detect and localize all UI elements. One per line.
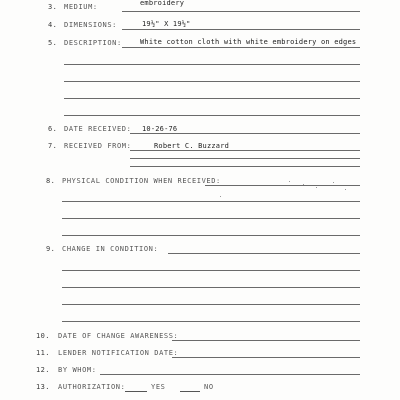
scan-speck <box>303 184 304 185</box>
change-in-condition-line-2 <box>62 270 360 271</box>
received-from-value: Robert C. Buzzard <box>154 142 230 150</box>
received-from-line-1 <box>130 150 360 151</box>
by-whom-label: BY WHOM: <box>58 366 97 374</box>
description-line-3 <box>64 81 360 82</box>
description-line-1 <box>122 47 360 48</box>
change-in-condition-line-4 <box>62 304 360 305</box>
yes-label: YES <box>151 383 166 391</box>
no-blank <box>180 391 200 392</box>
item-10-number: 10. <box>36 332 50 340</box>
change-in-condition-label: CHANGE IN CONDITION: <box>62 245 159 253</box>
date-of-change-awareness-label: DATE OF CHANGE AWARENESS: <box>58 332 179 340</box>
physical-condition-line-4 <box>62 235 360 236</box>
scan-speck <box>345 189 346 190</box>
scan-speck <box>220 196 221 197</box>
item-11-number: 11. <box>36 349 50 357</box>
date-received-label: DATE RECEIVED: <box>64 125 132 133</box>
description-line-4 <box>64 98 360 99</box>
change-in-condition-line-5 <box>62 321 360 322</box>
item-3-number: 3. <box>48 3 58 11</box>
medium-line <box>122 11 360 12</box>
item-13-number: 13. <box>36 383 50 391</box>
date-received-line <box>130 133 360 134</box>
date-of-change-awareness-line <box>172 340 360 341</box>
scan-speck <box>333 182 334 183</box>
lender-notification-date-line <box>172 357 360 358</box>
physical-condition-label: PHYSICAL CONDITION WHEN RECEIVED: <box>62 177 221 185</box>
item-7-number: 7. <box>48 142 58 150</box>
date-received-value: 10-26-76 <box>142 125 178 133</box>
medium-value: embroidery <box>140 0 185 7</box>
physical-condition-line-2 <box>62 201 360 202</box>
dimensions-line <box>122 29 360 30</box>
physical-condition-line-1 <box>205 185 360 186</box>
by-whom-line <box>100 374 360 375</box>
change-in-condition-line-3 <box>62 287 360 288</box>
item-12-number: 12. <box>36 366 50 374</box>
item-5-number: 5. <box>48 39 58 47</box>
description-line-2 <box>64 64 360 65</box>
item-6-number: 6. <box>48 125 58 133</box>
item-9-number: 9. <box>46 245 56 253</box>
description-value: White cotton cloth with white embroidery on edges <box>140 38 357 46</box>
dimensions-label: DIMENSIONS: <box>64 21 117 29</box>
physical-condition-line-3 <box>62 218 360 219</box>
description-label: DESCRIPTION: <box>64 39 122 47</box>
yes-blank <box>125 391 147 392</box>
lender-notification-date-label: LENDER NOTIFICATION DATE: <box>58 349 179 357</box>
received-from-line-2 <box>130 158 360 159</box>
description-line-5 <box>64 115 360 116</box>
dimensions-value: 19½" X 19½" <box>142 20 191 28</box>
item-8-number: 8. <box>46 177 56 185</box>
change-in-condition-line-1 <box>168 253 360 254</box>
no-label: NO <box>204 383 214 391</box>
item-4-number: 4. <box>48 21 58 29</box>
scan-speck <box>316 187 317 188</box>
received-from-line-3 <box>130 166 360 167</box>
received-from-label: RECEIVED FROM: <box>64 142 132 150</box>
medium-label: MEDIUM: <box>64 3 98 11</box>
scan-speck <box>289 181 290 182</box>
authorization-label: AUTHORIZATION: <box>58 383 126 391</box>
